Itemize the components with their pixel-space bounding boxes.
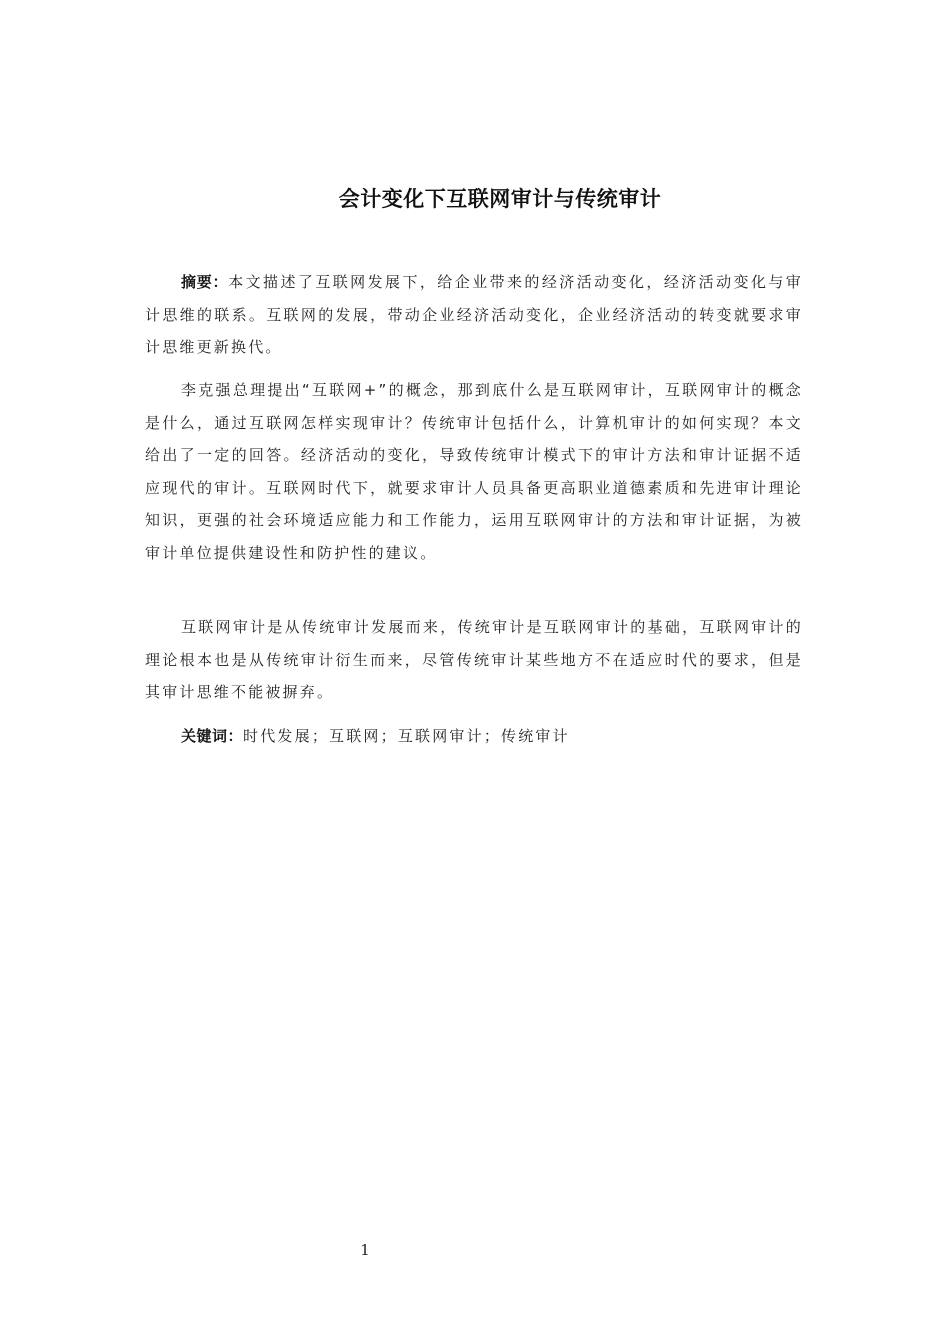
document-title: 会计变化下互联网审计与传统审计 — [338, 187, 662, 211]
abstract-label: 摘要： — [181, 273, 229, 291]
abstract-text: 本文描述了互联网发展下，给企业带来的经济活动变化，经济活动变化与审计思维的联系。互联网的发展，带动企业经济活动变化，企业经济活动的转变就要求审计思维更新换代。 — [145, 273, 803, 356]
page-number: 1 — [360, 1241, 370, 1259]
body-paragraph: 互联网审计是从传统审计发展而来，传统审计是互联网审计的基础，互联网审计的理论根本也是从传统审计衍生而来，尽管传统审计某些地方不在适应时代的要求，但是其审计思维不能被摒弃。 — [145, 618, 803, 701]
keywords-paragraph — [145, 720, 803, 753]
keywords-text: 时代发展；互联网；互联网审计；传统审计 — [243, 727, 570, 745]
keywords-label: 关键词： — [181, 727, 244, 745]
body-paragraph: 李克强总理提出“互联网+”的概念，那到底什么是互联网审计，互联网审计的概念是什么，通过互联网怎样实现审计？传统审计包括什么，计算机审计的如何实现？本文给出了一定的回答。经济活动的变化，导致传统审计模式下的审计方法和审计证据不适应现代的审计。互联网时代下，就要求审计人员具备更高职业道德素质和先进审计理论知识，更强的社会环境适应能力和工作能力，运用互联网审计的方法和审计证据，为被审计单位提供建设性和防护性的建议。 — [145, 381, 803, 562]
abstract-paragraph — [145, 266, 803, 364]
